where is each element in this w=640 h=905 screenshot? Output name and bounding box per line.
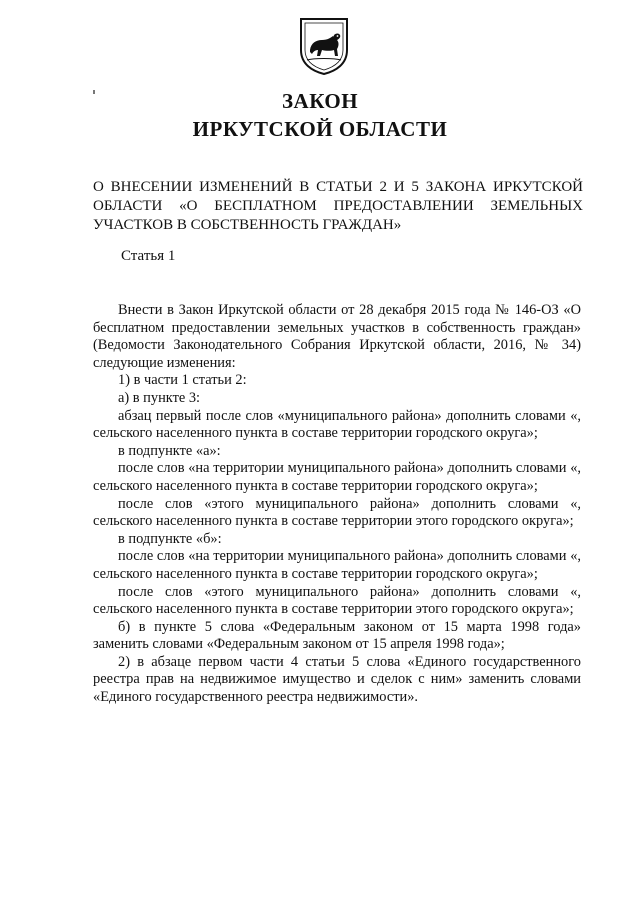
paragraph: 1) в части 1 статьи 2: xyxy=(118,372,247,389)
document-body xyxy=(93,302,581,707)
paragraph: Внести в Закон Иркутской области от 28 декабря 2015 года № 146-ОЗ «О бесплатном предоставлении земельных участков в собственность граждан» (Ведомости Законодательного Собрания Иркутской области, 2016, № 34) следующие изменения: xyxy=(93,302,581,371)
law-subtitle: О ВНЕСЕНИИ ИЗМЕНЕНИЙ В СТАТЬИ 2 И 5 ЗАКОНА ИРКУТСКОЙ ОБЛАСТИ «О БЕСПЛАТНОМ ПРЕДОСТАВЛЕНИИ ЗЕМЕЛЬНЫХ УЧАСТКОВ В СОБСТВЕННОСТЬ ГРАЖДАН» xyxy=(93,179,583,233)
paragraph: после слов «на территории муниципального района» дополнить словами «, сельского населенного пункта в составе территории городского округа»; xyxy=(93,548,581,582)
document-title-line1: ЗАКОН xyxy=(281,89,359,113)
document-title-line2: ИРКУТСКОЙ ОБЛАСТИ xyxy=(192,117,448,141)
paragraph: после слов «этого муниципального района» дополнить словами «, сельского населенного пункта в составе территории этого городского округа»; xyxy=(93,495,581,530)
paragraph: а) в пункте 3: xyxy=(118,389,201,406)
paragraph: в подпункте «б»: xyxy=(118,530,222,547)
paragraph: после слов «этого муниципального района» дополнить словами «, сельского населенного пункта в составе территории этого городского округа»; xyxy=(93,583,581,618)
paragraph: 2) в абзаце первом части 4 статьи 5 слова «Единого государственного реестра прав на недвижимое имущество и сделок с ним» заменить словами «Единого государственного реестра недвижимости». xyxy=(93,653,581,706)
paragraph: абзац первый после слов «муниципального района» дополнить словами «, сельского населенного пункта в составе территории городского округа»; xyxy=(93,407,581,442)
paragraph: в подпункте «а»: xyxy=(118,442,221,459)
irkutsk-coat-of-arms-icon xyxy=(298,16,350,76)
article-label: Статья 1 xyxy=(121,248,176,264)
paragraph: б) в пункте 5 слова «Федеральным законом от 15 марта 1998 года» заменить словами «Федеральным законом от 15 апреля 1998 года»; xyxy=(93,618,581,653)
paragraph: после слов «на территории муниципального района» дополнить словами «, сельского населенного пункта в составе территории городского округа»; xyxy=(93,460,581,494)
